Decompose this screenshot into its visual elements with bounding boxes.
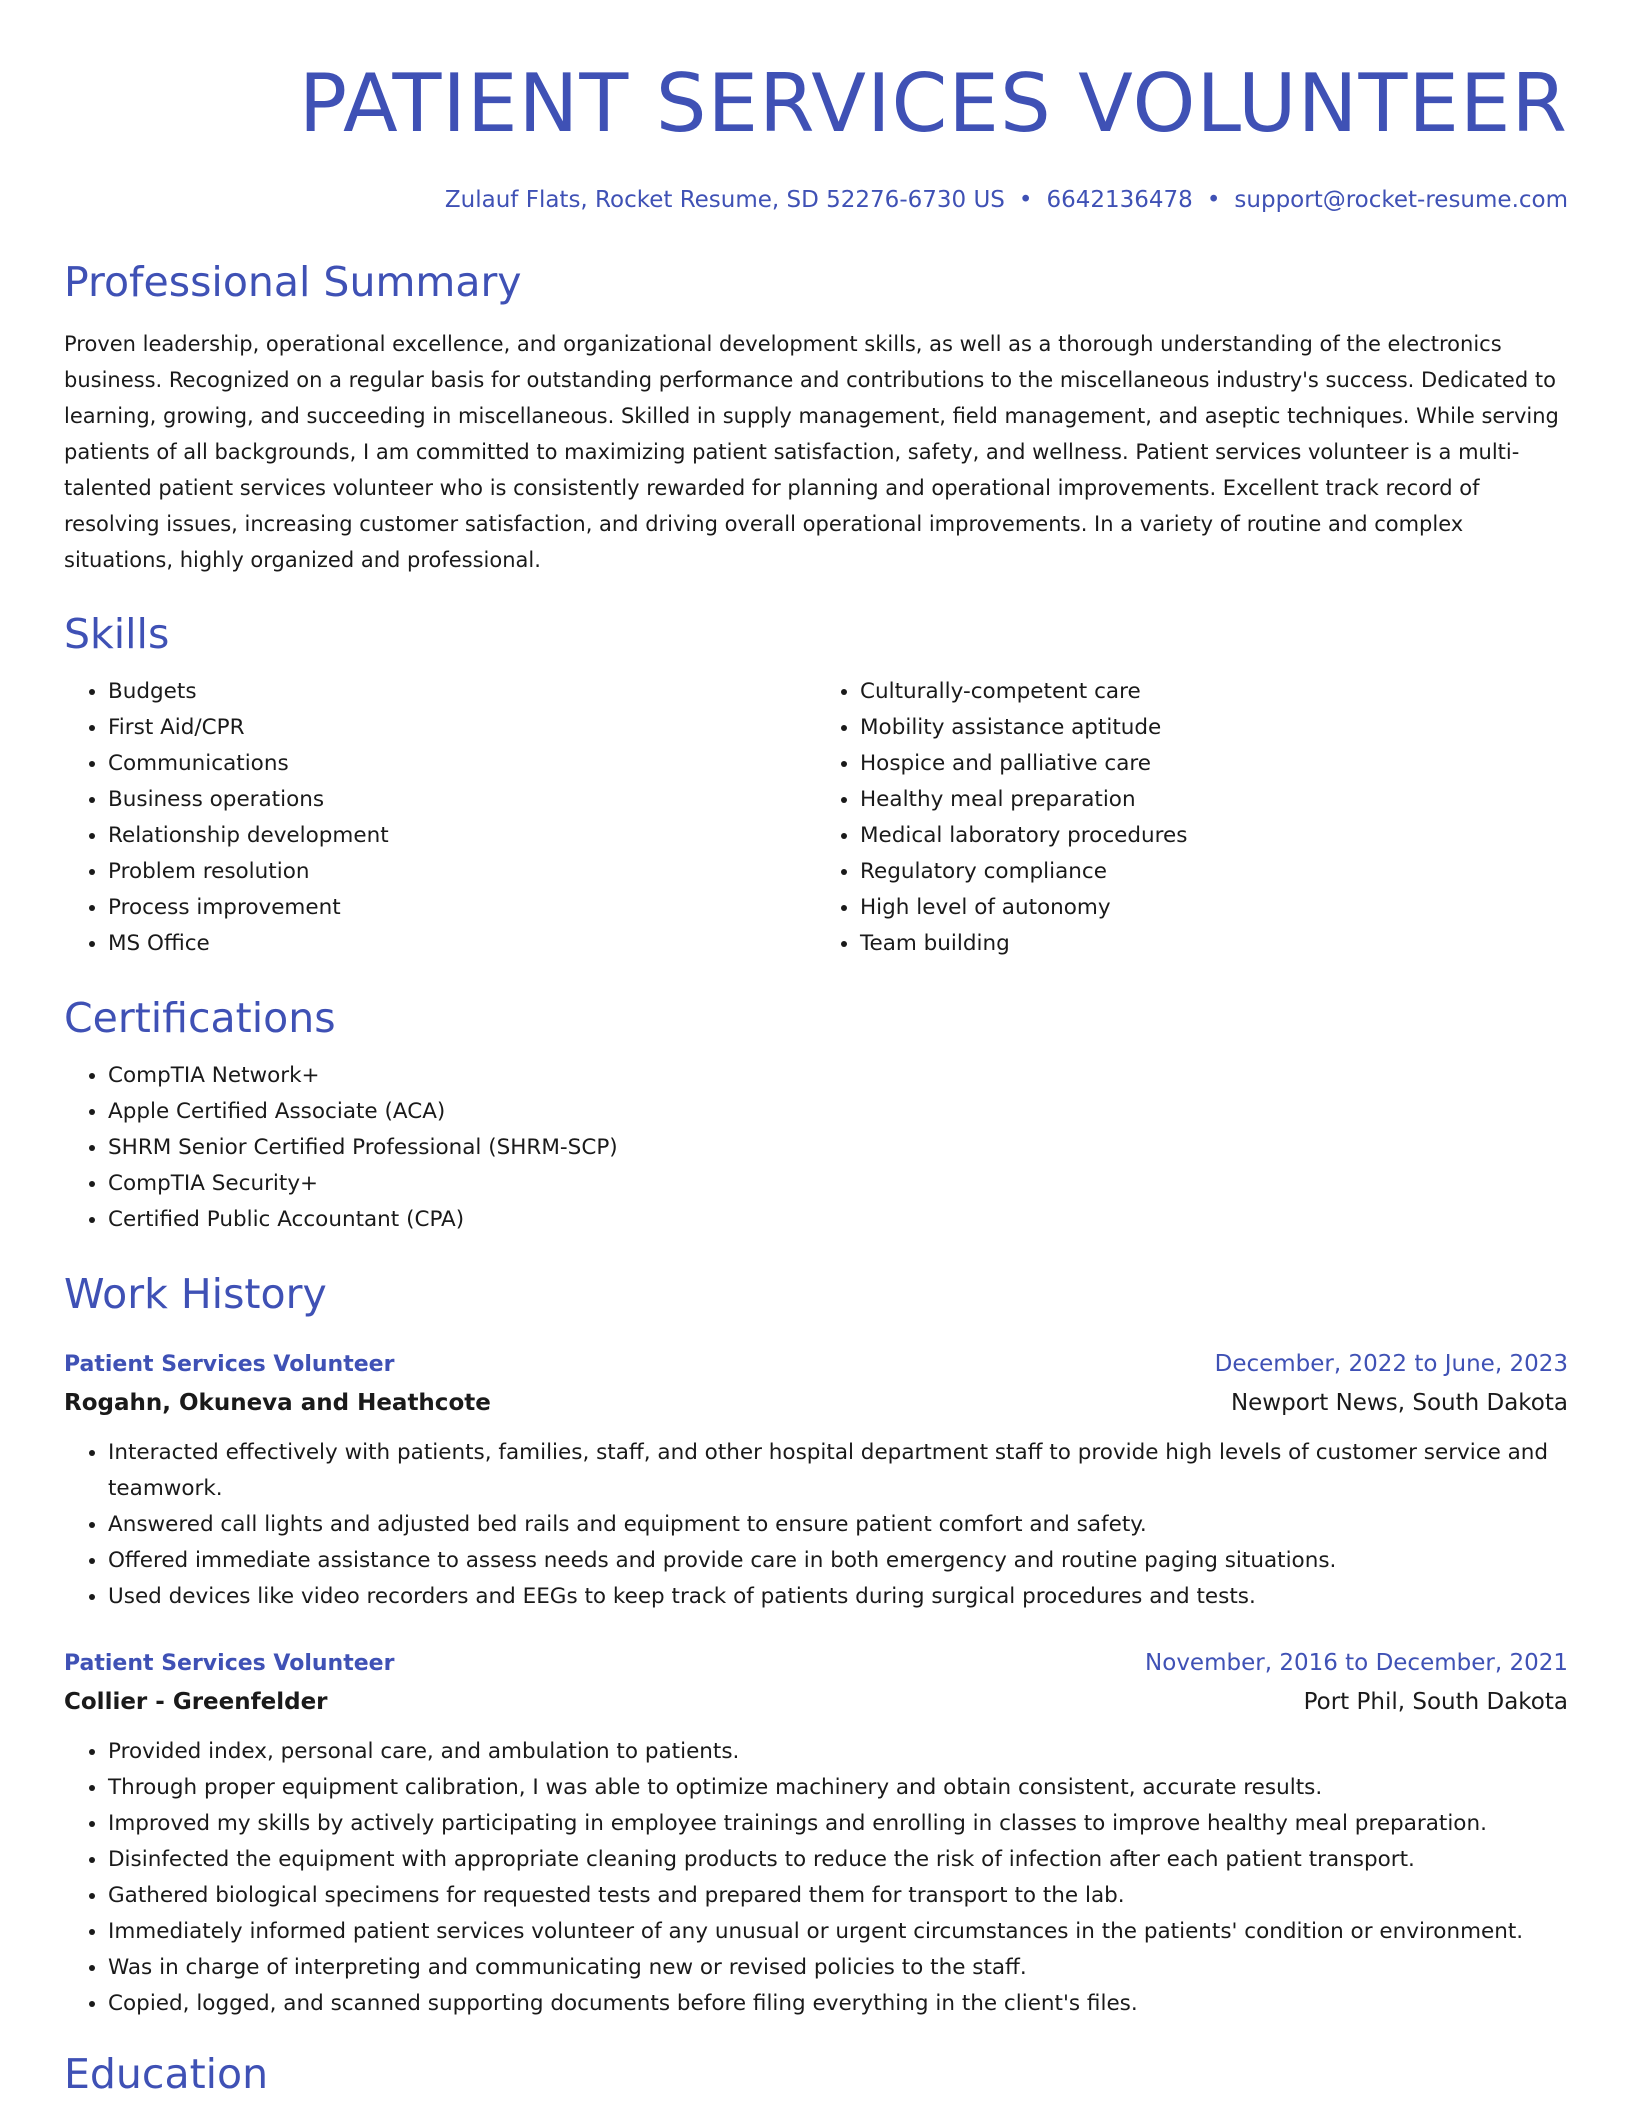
certifications-heading: Certifications xyxy=(64,994,336,1042)
candidate-name: PATIENT SERVICES VOLUNTEER xyxy=(298,57,1568,150)
job-duties-list xyxy=(64,1734,1568,2022)
skills-heading: Skills xyxy=(64,610,170,658)
job-company-row xyxy=(64,1682,1568,1722)
skill-item: • MS Office xyxy=(108,926,816,962)
summary-heading: Professional Summary xyxy=(64,258,522,306)
resume-header xyxy=(64,0,1568,216)
job-title-row xyxy=(64,1346,1568,1383)
skill-item: • Relationship development xyxy=(108,818,816,854)
skill-item: • Team building xyxy=(860,926,1568,962)
job-company: Rogahn, Okuneva and Heathcote xyxy=(64,1390,491,1416)
job-duty-item: • Copied, logged, and scanned supporting documents before filing everything in the client's files. xyxy=(108,1986,1568,2022)
contact-separator: • xyxy=(1018,187,1033,213)
skill-item: • Business operations xyxy=(108,782,816,818)
job-duties-list xyxy=(64,1435,1568,1615)
job-duty-item: • Gathered biological specimens for requested tests and prepared them for transport to the lab. xyxy=(108,1878,1568,1914)
certification-item: • SHRM Senior Certified Professional (SHRM-SCP) xyxy=(108,1130,1568,1166)
skill-item: • Healthy meal preparation xyxy=(860,782,1568,818)
job-title: Patient Services Volunteer xyxy=(64,1352,395,1377)
job-company: Collier - Greenfelder xyxy=(64,1689,328,1715)
skill-item: • Problem resolution xyxy=(108,854,816,890)
job-duty-item: • Was in charge of interpreting and communicating new or revised policies to the staff. xyxy=(108,1950,1568,1986)
summary-text: Proven leadership, operational excellence, and organizational development skills, as well as a thorough understanding of the electronics business. Recognized on a regular basis for outstanding performance and contributions to the miscellaneous industry's success. Dedicated to learning, growing, and succeeding in miscellaneous. Skilled in supply management, field management, and aseptic techniques. While serving patients of all backgrounds, I am committed to maximizing patient satisfaction, safety, and wellness. Patient services volunteer is a multi-talented patient services volunteer who is consistently rewarded for planning and operational improvements. Excellent track record of resolving issues, increasing customer satisfaction, and driving overall operational improvements. In a variety of routine and complex situations, highly organized and professional. xyxy=(64,332,1559,572)
job-duty-item: • Improved my skills by actively participating in employee trainings and enrolling in classes to improve healthy meal preparation. xyxy=(108,1806,1568,1842)
skills-list-right xyxy=(816,674,1568,962)
job-duty-item: • Immediately informed patient services volunteer of any unusual or urgent circumstances in the patients' condition or environment. xyxy=(108,1914,1568,1950)
contact-address: Zulauf Flats, Rocket Resume, SD 52276-6730 US xyxy=(444,187,1005,213)
skill-item: • Mobility assistance aptitude xyxy=(860,710,1568,746)
contact-separator: • xyxy=(1206,187,1221,213)
education-heading: Education xyxy=(64,2050,269,2098)
certification-item: • CompTIA Network+ xyxy=(108,1058,1568,1094)
skills-columns xyxy=(64,660,1568,962)
job-entry xyxy=(64,1645,1568,2022)
skill-item: • Culturally-competent care xyxy=(860,674,1568,710)
summary-section xyxy=(64,256,1568,578)
certifications-list xyxy=(64,1058,1568,1238)
job-duty-item: • Used devices like video recorders and EEGs to keep track of patients during surgical procedures and tests. xyxy=(108,1579,1568,1615)
skill-item: • High level of autonomy xyxy=(860,890,1568,926)
job-company-row xyxy=(64,1383,1568,1423)
skill-item: • Regulatory compliance xyxy=(860,854,1568,890)
job-location: Newport News, South Dakota xyxy=(1230,1390,1568,1416)
skills-section xyxy=(64,608,1568,962)
skill-item: • First Aid/CPR xyxy=(108,710,816,746)
education-section xyxy=(64,2048,1568,2100)
skill-item: • Medical laboratory procedures xyxy=(860,818,1568,854)
job-location: Port Phil, South Dakota xyxy=(1303,1689,1568,1715)
contact-email[interactable]: support@rocket-resume.com xyxy=(1234,187,1568,213)
job-duty-item: • Disinfected the equipment with appropriate cleaning products to reduce the risk of infection after each patient transport. xyxy=(108,1842,1568,1878)
contact-line xyxy=(64,184,1568,216)
job-duty-item: • Offered immediate assistance to assess needs and provide care in both emergency and routine paging situations. xyxy=(108,1543,1568,1579)
certification-item: • CompTIA Security+ xyxy=(108,1166,1568,1202)
skill-item: • Hospice and palliative care xyxy=(860,746,1568,782)
skill-item: • Communications xyxy=(108,746,816,782)
job-title: Patient Services Volunteer xyxy=(64,1651,395,1676)
certifications-section xyxy=(64,992,1568,1238)
job-duty-item: • Answered call lights and adjusted bed rails and equipment to ensure patient comfort and safety. xyxy=(108,1507,1568,1543)
skill-item: • Budgets xyxy=(108,674,816,710)
job-dates: December, 2022 to June, 2023 xyxy=(1214,1351,1568,1377)
job-duty-item: • Provided index, personal care, and ambulation to patients. xyxy=(108,1734,1568,1770)
job-title-row xyxy=(64,1645,1568,1682)
contact-phone[interactable]: 6642136478 xyxy=(1046,187,1193,213)
certification-item: • Apple Certified Associate (ACA) xyxy=(108,1094,1568,1130)
job-duty-item: • Interacted effectively with patients, families, staff, and other hospital department staff to provide high levels of customer service and teamwork. xyxy=(108,1435,1568,1507)
work-history-heading: Work History xyxy=(64,1270,327,1318)
job-dates: November, 2016 to December, 2021 xyxy=(1145,1650,1568,1676)
skills-list-left xyxy=(64,674,816,962)
job-duty-item: • Through proper equipment calibration, I was able to optimize machinery and obtain consistent, accurate results. xyxy=(108,1770,1568,1806)
job-entry xyxy=(64,1346,1568,1615)
skill-item: • Process improvement xyxy=(108,890,816,926)
work-history-section xyxy=(64,1268,1568,2022)
certification-item: • Certified Public Accountant (CPA) xyxy=(108,1202,1568,1238)
